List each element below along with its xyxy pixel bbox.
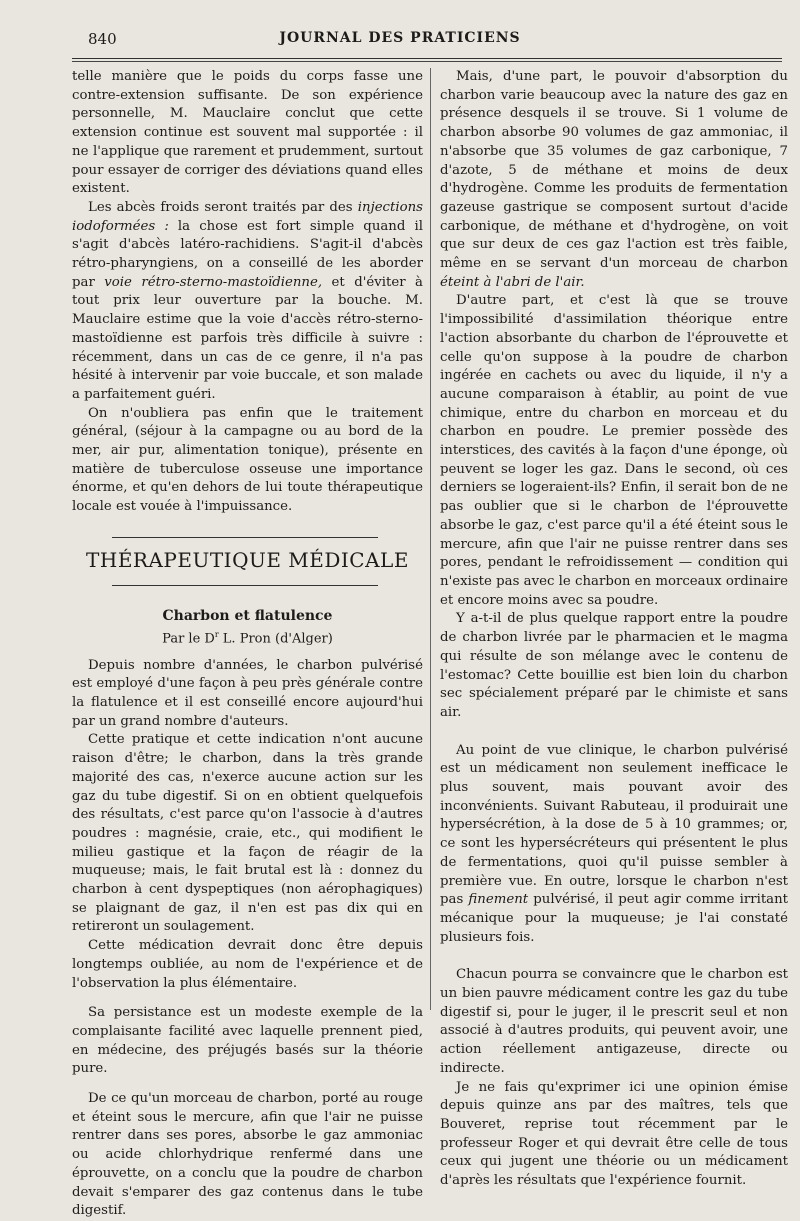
left-column <box>72 68 423 1219</box>
section-title: THÉRAPEUTIQUE MÉDICALE <box>86 547 409 572</box>
paragraph: telle manière que le poids du corps fasse une contre-extension suffisante. De son expérience personnelle, M. Mauclaire conclut que cette extension continue est souvent mal supportée : il ne l'applique que rarement et prudemment, surtout pour essayer de corriger des déviations quand elles existent. <box>72 69 423 197</box>
section-heading <box>72 537 423 597</box>
page-header <box>0 26 800 54</box>
author-name: L. Pron (d'Alger) <box>218 630 333 646</box>
journal-title: JOURNAL DES PRATICIENS <box>279 30 521 46</box>
header-rule <box>72 58 782 59</box>
article-byline <box>72 626 423 649</box>
paragraph: D'autre part, et c'est là que se trouve l'impossibilité d'assimilation théorique entre l'action absorbante du charbon de l'éprouvette et celle qu'on suppose à la poudre de charbon ingérée en cachets ou avec du liquide, il n'y a aucune comparaison à établir, au point de vue chimique, entre du charbon en morceau et du charbon en poudre. Le premier possède des interstices, des cavités à la façon d'une éponge, où peuvent se loger les gaz. Dans le second, où ces derniers se logeraient-ils? Enfin, il serait bon de ne pas oublier que si le charbon de l'éprouvette absorbe le gaz, c'est parce qu'il a été éteint sous le mercure, afin que l'air ne puisse rentrer dans ses pores, pendant le refroidissement — condition qui n'existe pas avec le charbon en morceaux ordinaire et encore moins avec sa poudre. <box>440 293 788 608</box>
section-rule-top <box>112 537 378 538</box>
italic-text: voie rétro-sterno-mastoïdienne, <box>104 274 323 290</box>
paragraph: Cette pratique et cette indication n'ont aucune raison d'être; le charbon, dans la très grande majorité des cas, n'exerce aucune action sur les gaz du tube digestif. Si on en obtient quelquefois des résultats, c'est parce qu'on l'associe à d'autres poudres : magnésie, craie, etc., qui modifient le milieu gastique et la façon de réagir de la muqueuse; mais, le fait brutal est là : donnez du charbon à cent dyspeptiques (non aérophagiques) se plaignant de gaz, il n'en est pas dix qui en retireront un soulagement. <box>72 732 423 935</box>
byline-prefix: Par le D <box>162 630 215 646</box>
paragraph: Chacun pourra se convaincre que le charbon est un bien pauvre médicament contre les gaz du tube digestif si, pour le juger, il le prescrit seul et non associé à d'autres produits, qui peuvent avoir, une action réellement antigazeuse, directe ou indirecte. <box>440 967 788 1076</box>
paragraph: Je ne fais qu'exprimer ici une opinion émise depuis quinze ans par des maîtres, tels que Bouveret, reprise tout récemment par le professeur Roger et qui devrait être celle de tous ceux qui jugent une théorie ou un médicament d'après les résultats que l'expérience fournit. <box>440 1079 788 1189</box>
paragraph <box>440 742 788 948</box>
paragraph <box>72 199 423 405</box>
paragraph: On n'oubliera pas enfin que le traitement général, (séjour à la campagne ou au bord de la mer, air pur, alimentation tonique), présente en matière de tuberculose osseuse une importance énorme, et qu'en dehors de lui toute thérapeutique locale est vouée à l'impuissance. <box>72 405 423 515</box>
paragraph: Sa persistance est un modeste exemple de la complaisante facilité avec laquelle prennent pied, en médecine, des préjugés basés sur la théorie pure. <box>72 1005 423 1077</box>
italic-text: éteint à l'abri de l'air. <box>440 274 585 290</box>
paragraph: De ce qu'un morceau de charbon, porté au rouge et éteint sous le mercure, afin que l'air ne puisse rentrer dans ses pores, absorbe le gaz ammoniac ou acide chlorhydrique renfermé dans une éprouvette, on a conclu que la poudre de charbon devait s'emparer des gaz contenus dans le tube digestif. <box>72 1091 423 1219</box>
text-run: pulvérisé, il peut agir comme irritant mécanique pour la muqueuse; je l'ai constaté plusieurs fois. <box>440 892 789 945</box>
italic-text: injections iodoformées : <box>72 199 423 234</box>
page-number: 840 <box>88 30 117 48</box>
paragraph: Cette médication devrait donc être depuis longtemps oubliée, au nom de l'expérience et de l'observation la plus élémentaire. <box>72 938 423 991</box>
text-run: la chose est fort simple quand il s'agit d'abcès latéro-rachidiens. S'agit-il d'abcès rétro-pharyngiens, on a conseillé de les aborder par <box>72 218 423 290</box>
article-title: Charbon et flatulence <box>162 607 333 624</box>
right-column <box>440 68 789 1189</box>
paragraph: Depuis nombre d'années, le charbon pulvérisé est employé d'une façon à peu près générale contre la flatulence et il est conseillé encore aujourd'hui par un grand nombre d'auteurs. <box>72 657 423 729</box>
header-rule-thin <box>72 61 782 62</box>
column-separator <box>430 68 431 1010</box>
paragraph: Y a-t-il de plus quelque rapport entre la poudre de charbon livrée par le pharmacien et le magma qui résulte de son mélange avec le contenu de l'estomac? Cette bouillie est bien loin du charbon sec spécialement préparé par le chimiste et sans air. <box>440 611 788 720</box>
text-run: et d'éviter à tout prix leur ouverture par la bouche. M. Mauclaire estime que la voie d'accès rétro-sterno-mastoïdienne est parfois très difficile à suivre : récemment, dans un cas de ce genre, il n'a pas hésité à intervenir par voie buccale, et son malade a parfaitement guéri. <box>72 274 423 402</box>
text-run: Au point de vue clinique, le charbon pulvérisé est un médicament non seulement inefficace le plus souvent, mais pouvant avoir des inconvénients. Suivant Rabuteau, il produirait une hypersécrétion, à la dose de 5 à 10 grammes; or, ce sont les hypersécréteurs qui présentent le plus de fermentations, quoi qu'il puisse sembler à première vue. En outre, lorsque le charbon n'est pas <box>440 742 788 908</box>
paragraph <box>440 68 788 292</box>
text-run: Les abcès froids seront traités par des <box>88 199 358 215</box>
byline-sup: r <box>214 629 219 639</box>
section-rule-bottom <box>112 585 378 586</box>
italic-text: finement <box>468 892 529 908</box>
text-run: Mais, d'une part, le pouvoir d'absorption du charbon varie beaucoup avec la nature des gaz en présence desquels il se trouve. Si 1 volume de charbon absorbe 90 volumes de gaz ammoniac, il n'absorbe que 35 volumes de gaz carbonique, 7 d'azote, 5 de méthane et moins de deux d'hydrogène. Comme les produits de fermentation gazeuse gastrique se composent surtout d'acide carbonique, de méthane et d'hydrogène, on voit que sur deux de ces gaz l'action est très faible, même en se servant d'un morceau de charbon <box>440 69 788 272</box>
